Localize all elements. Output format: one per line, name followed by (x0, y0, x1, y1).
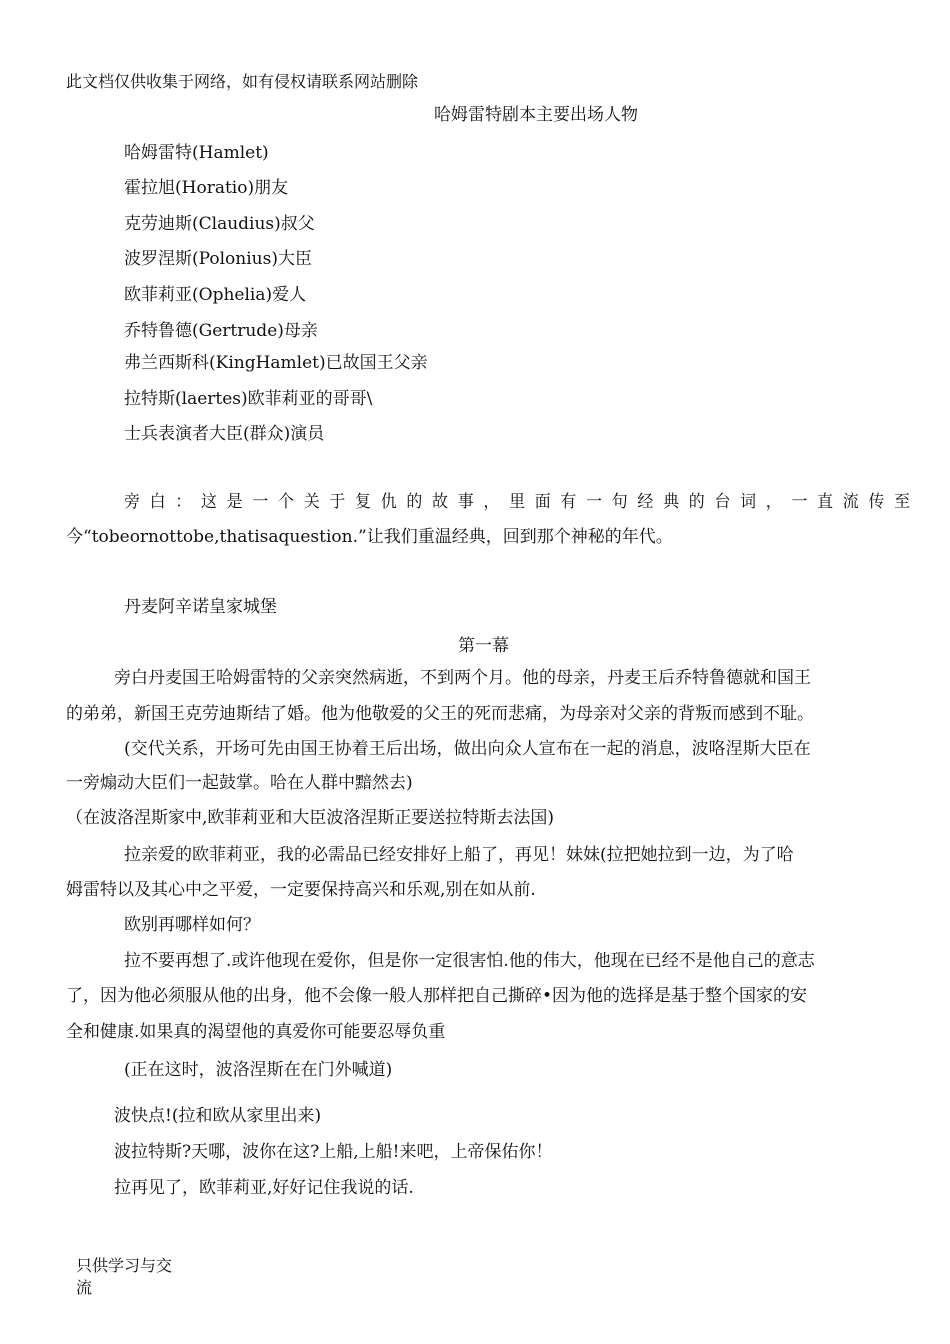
cast-item: 弗兰西斯科(KingHamlet)已故国王父亲 (124, 353, 428, 373)
narration-paragraph: 的弟弟，新国王克劳迪斯结了婚。他为他敬爱的父王的死而悲痛，为母亲对父亲的背叛而感到不耻。 (66, 704, 814, 724)
stage-direction: (交代关系，开场可先由国王协着王后出场，做出向众人宣布在一起的消息，波咯涅斯大臣在 (124, 739, 811, 759)
dialogue-line: 姆雷特以及其心中之平爱，一定要保持高兴和乐观,别在如从前. (66, 880, 536, 900)
dialogue-line: 拉亲爱的欧菲莉亚，我的必需品已经安排好上船了，再见！妹妹(拉把她拉到一边，为了哈 (124, 845, 794, 865)
cast-item: 波罗涅斯(Polonius)大臣 (124, 249, 312, 269)
cast-item: 克劳迪斯(Claudius)叔父 (124, 214, 315, 234)
dialogue-line: 全和健康.如果真的渴望他的真爱你可能要忍辱负重 (66, 1022, 446, 1042)
stage-direction: (正在这时，波洛涅斯在在门外喊道) (124, 1060, 393, 1080)
cast-item: 乔特鲁德(Gertrude)母亲 (124, 321, 318, 341)
stage-direction: 一旁煽动大臣们一起鼓掌。哈在人群中黯然去) (66, 773, 413, 793)
act-heading: 第一幕 (458, 636, 509, 656)
narration-paragraph: 旁白丹麦国王哈姆雷特的父亲突然病逝，不到两个月。他的母亲，丹麦王后乔特鲁德就和国王 (114, 668, 811, 688)
page-title: 哈姆雷特剧本主要出场人物 (434, 105, 638, 125)
narration-line: 旁 白 ： 这 是 一 个 关 于 复 仇 的 故 事 ， 里 面 有 一 句 经 典 的 台 词 ， 一 直 流 传 至 (124, 492, 911, 512)
dialogue-line: 欧别再哪样如何？ (124, 915, 260, 935)
narration-line: 今“tobeornottobe,thatisaquestion.”让我们重温经典，回到那个神秘的年代。 (66, 527, 673, 547)
cast-item: 士兵表演者大臣(群众)演员 (124, 424, 325, 444)
cast-item: 霍拉旭(Horatio)朋友 (124, 178, 289, 198)
dialogue-line: 波拉特斯?天哪，波你在这?上船,上船!来吧，上帝保佑你！ (114, 1142, 553, 1162)
cast-item: 欧菲莉亚(Ophelia)爱人 (124, 285, 307, 305)
footer-note: 只供学习与交流 (76, 1256, 173, 1297)
cast-item: 拉特斯(laertes)欧菲莉亚的哥哥\ (124, 389, 373, 409)
dialogue-line: 了，因为他必须服从他的出身，他不会像一般人那样把自己撕碎•因为他的选择是基于整个国家的安 (66, 986, 808, 1006)
stage-direction: （在波洛涅斯家中,欧菲莉亚和大臣波洛涅斯正要送拉特斯去法国) (66, 808, 555, 828)
dialogue-line: 拉不要再想了.或许他现在爱你，但是你一定很害怕.他的伟大，他现在已经不是他自己的意志 (124, 951, 815, 971)
dialogue-line: 波快点!(拉和欧从家里出来) (114, 1106, 322, 1126)
cast-item: 哈姆雷特(Hamlet) (124, 143, 269, 163)
dialogue-line: 拉再见了，欧菲莉亚,好好记住我说的话. (114, 1178, 414, 1198)
header-note: 此文档仅供收集于网络，如有侵权请联系网站删除 (66, 72, 419, 91)
setting-line: 丹麦阿辛诺皇家城堡 (124, 597, 277, 617)
